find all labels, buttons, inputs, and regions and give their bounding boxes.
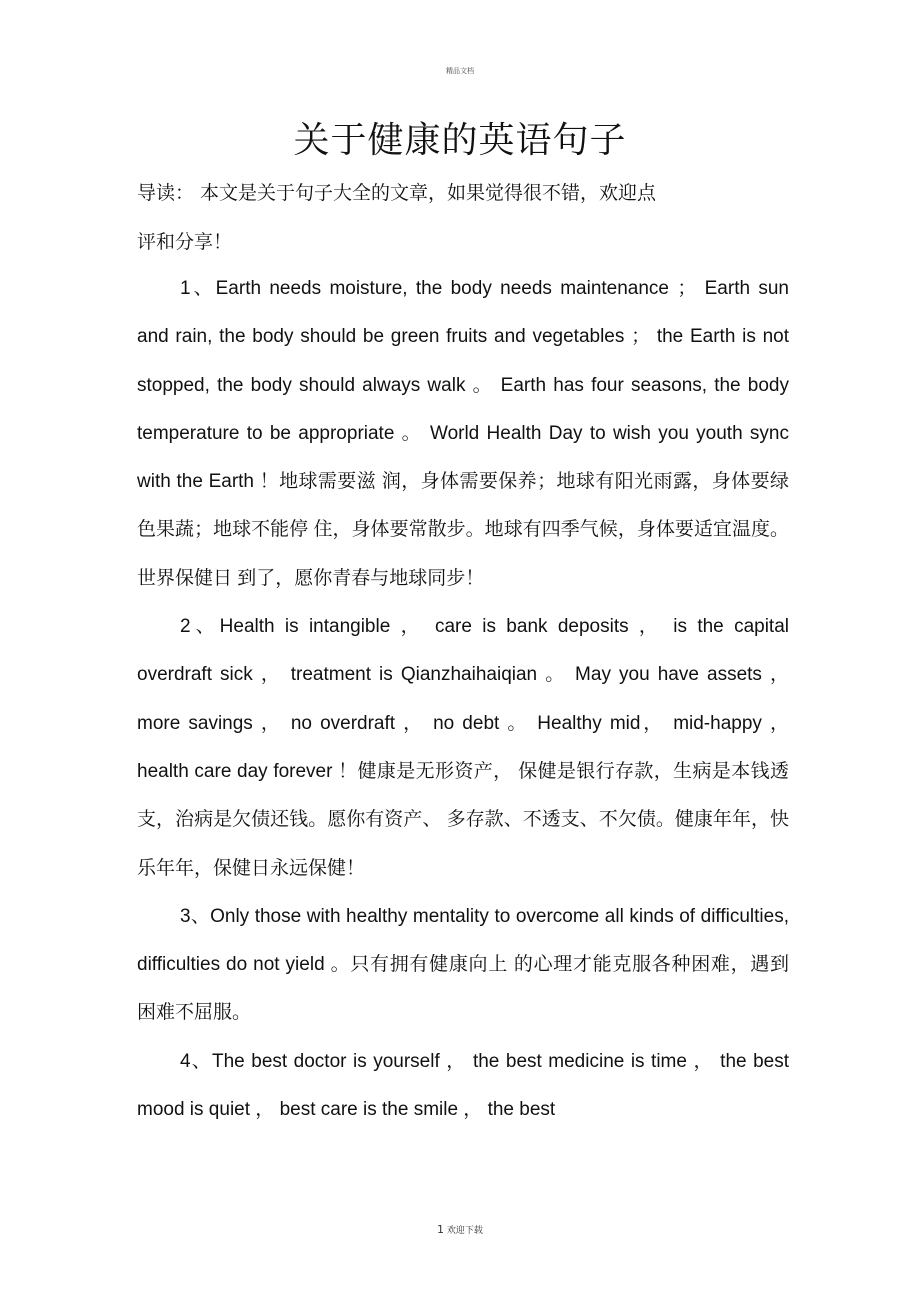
- page-number: 1: [437, 1223, 445, 1236]
- page-footer: [0, 1223, 920, 1236]
- document-title: 关于健康的英语句子: [293, 120, 627, 161]
- document-body: [137, 265, 789, 1134]
- paragraph-2: 2、Health is intangible ， care is bank deposits ， is the capital overdraft sick ， treatment is Qianzhaihaiqian 。 May you have assets ， more savings ， no overdraft ， no debt 。 Healthy mid， mid-happy ， health care day forever ！健康是无形资产， 保健是银行存款，生病是本钱透支，治病是欠债还钱。愿你有资产、 多存款、不透支、不欠债。健康年年，快乐年年，保健日永远保健！: [137, 616, 789, 879]
- paragraph-3: 3、Only those with healthy mentality to overcome all kinds of difficulties, difficulties do not yield 。只有拥有健康向上 的心理才能克服各种困难，遇到困难不屈服。: [137, 905, 789, 1024]
- paragraph-1: 1、Earth needs moisture, the body needs maintenance ； Earth sun and rain, the body should be green fruits and vegetables ； the Earth is not stopped, the body should always walk 。 Earth has four seasons, the body temperature to be appropriate 。 World Health Day to wish you youth sync with the Earth ！地球需要滋 润，身体需要保养；地球有阳光雨露，身体要绿色果蔬；地球不能停 住，身体要常散步。地球有四季气候，身体要适宜温度。世界保健日 到了，愿你青春与地球同步！: [137, 278, 789, 589]
- intro-line-2: 评和分享！: [137, 231, 233, 253]
- paragraph-4: 4、The best doctor is yourself ， the best medicine is time ， the best mood is quiet ， best care is the smile ， the best: [137, 1050, 789, 1121]
- document-header-label: 精品文档: [446, 67, 474, 75]
- intro-line-1: 导读： 本文是关于句子大全的文章，如果觉得很不错，欢迎点: [137, 182, 657, 204]
- footer-label: 欢迎下载: [446, 1226, 483, 1236]
